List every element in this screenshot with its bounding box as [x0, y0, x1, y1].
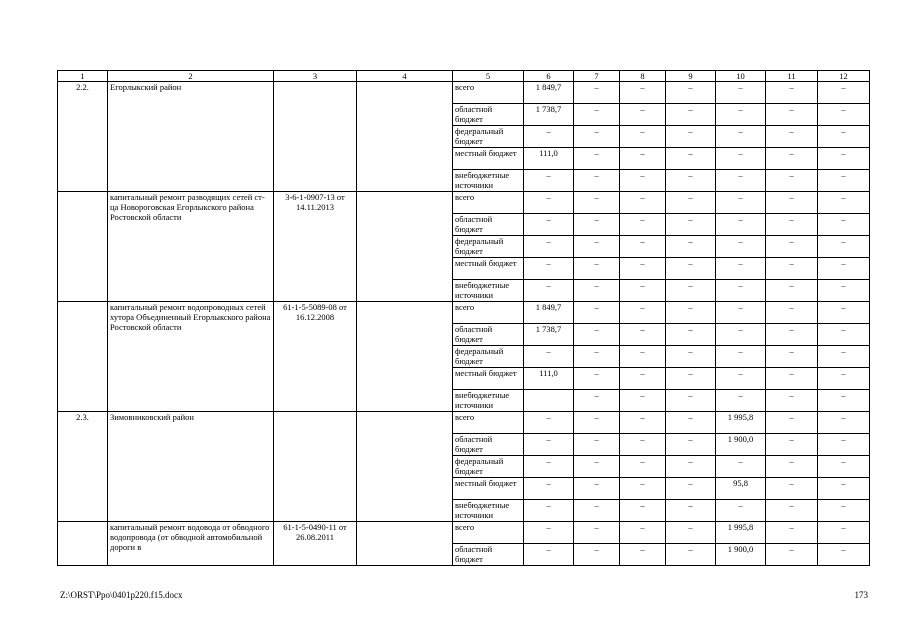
document-code-cell	[274, 412, 357, 522]
value-cell: –	[666, 82, 716, 104]
value-cell: –	[818, 214, 870, 236]
value-cell: 1 849,7	[524, 302, 574, 324]
value-cell: –	[716, 500, 766, 522]
footer-page-number: 173	[854, 590, 868, 600]
value-cell: –	[716, 258, 766, 280]
value-cell: –	[524, 214, 574, 236]
value-cell: –	[666, 214, 716, 236]
value-cell: –	[716, 346, 766, 368]
value-cell: –	[574, 82, 620, 104]
value-cell: –	[620, 82, 666, 104]
value-cell: –	[818, 82, 870, 104]
value-cell: –	[666, 148, 716, 170]
value-cell: –	[524, 170, 574, 192]
value-cell: –	[818, 412, 870, 434]
funding-source-cell: областной бюджет	[453, 324, 524, 346]
funding-source-cell: местный бюджет	[453, 148, 524, 170]
value-cell: –	[766, 236, 818, 258]
value-cell: –	[666, 280, 716, 302]
value-cell: –	[818, 280, 870, 302]
value-cell: –	[620, 478, 666, 500]
value-cell	[524, 390, 574, 412]
header-cell: 1	[58, 71, 108, 82]
document-code-cell: 61-1-5-0490-11 от 26.08.2011	[274, 522, 357, 566]
document-code-cell	[274, 82, 357, 192]
value-cell: –	[620, 434, 666, 456]
header-cell: 5	[453, 71, 524, 82]
value-cell: –	[620, 104, 666, 126]
column4-cell	[357, 192, 453, 302]
header-cell: 7	[574, 71, 620, 82]
table-row	[58, 522, 870, 544]
value-cell: –	[818, 302, 870, 324]
value-cell: –	[716, 280, 766, 302]
value-cell: –	[666, 368, 716, 390]
value-cell: –	[818, 478, 870, 500]
document-code-cell: 61-1-5-5089-08 от 16.12.2008	[274, 302, 357, 412]
row-number-cell	[58, 522, 108, 566]
value-cell: 1 995,8	[716, 412, 766, 434]
value-cell: 1 738,7	[524, 104, 574, 126]
value-cell: –	[666, 478, 716, 500]
value-cell: –	[766, 390, 818, 412]
value-cell: –	[766, 368, 818, 390]
value-cell: –	[766, 346, 818, 368]
table-row	[58, 302, 870, 324]
funding-source-cell: местный бюджет	[453, 368, 524, 390]
value-cell: –	[818, 258, 870, 280]
value-cell: –	[716, 302, 766, 324]
value-cell: –	[524, 346, 574, 368]
object-name-cell: капитальный ремонт разводящих сетей ст-ца Новороговская Егорлыкского района Ростовской области	[108, 192, 274, 302]
value-cell: –	[620, 236, 666, 258]
funding-source-cell: внебюджетные источники	[453, 390, 524, 412]
value-cell: –	[766, 214, 818, 236]
value-cell: –	[766, 500, 818, 522]
value-cell: –	[574, 104, 620, 126]
row-number-cell	[58, 192, 108, 302]
value-cell: –	[766, 170, 818, 192]
value-cell: –	[716, 456, 766, 478]
value-cell: –	[766, 192, 818, 214]
header-cell: 6	[524, 71, 574, 82]
header-cell: 4	[357, 71, 453, 82]
value-cell: –	[574, 302, 620, 324]
value-cell: –	[716, 236, 766, 258]
header-cell: 2	[108, 71, 274, 82]
value-cell: –	[666, 104, 716, 126]
footer-file-path: Z:\ORST\Ppo\0401p220.f15.docx	[60, 590, 183, 600]
value-cell: –	[666, 390, 716, 412]
value-cell: –	[574, 236, 620, 258]
value-cell: –	[666, 434, 716, 456]
value-cell: –	[666, 456, 716, 478]
value-cell: –	[666, 500, 716, 522]
value-cell: –	[620, 456, 666, 478]
value-cell: –	[766, 522, 818, 544]
value-cell: –	[766, 456, 818, 478]
value-cell: –	[818, 236, 870, 258]
value-cell: –	[766, 148, 818, 170]
value-cell: –	[524, 126, 574, 148]
value-cell: –	[574, 280, 620, 302]
header-cell: 10	[716, 71, 766, 82]
value-cell: –	[620, 302, 666, 324]
value-cell: –	[620, 170, 666, 192]
value-cell: –	[620, 258, 666, 280]
header-cell: 9	[666, 71, 716, 82]
value-cell: –	[818, 390, 870, 412]
value-cell: –	[620, 346, 666, 368]
value-cell: –	[818, 544, 870, 566]
value-cell: –	[716, 390, 766, 412]
value-cell: –	[574, 412, 620, 434]
object-name-cell: капитальный ремонт водопроводных сетей хутора Объединенный Егорлыкского района Ростовской области	[108, 302, 274, 412]
value-cell: –	[766, 324, 818, 346]
funding-source-cell: всего	[453, 192, 524, 214]
value-cell: –	[766, 280, 818, 302]
value-cell: –	[666, 236, 716, 258]
value-cell: –	[818, 522, 870, 544]
value-cell: –	[766, 478, 818, 500]
value-cell: –	[666, 324, 716, 346]
value-cell: 95,8	[716, 478, 766, 500]
value-cell: –	[666, 192, 716, 214]
value-cell: –	[818, 170, 870, 192]
row-number-cell	[58, 302, 108, 412]
value-cell: –	[524, 236, 574, 258]
value-cell: –	[716, 192, 766, 214]
value-cell: –	[766, 434, 818, 456]
funding-source-cell: местный бюджет	[453, 478, 524, 500]
value-cell: –	[574, 434, 620, 456]
funding-source-cell: федеральный бюджет	[453, 126, 524, 148]
value-cell: –	[716, 82, 766, 104]
funding-source-cell: всего	[453, 522, 524, 544]
header-cell: 8	[620, 71, 666, 82]
document-code-cell: 3-6-1-0907-13 от 14.11.2013	[274, 192, 357, 302]
funding-source-cell: внебюджетные источники	[453, 500, 524, 522]
value-cell: –	[716, 170, 766, 192]
funding-source-cell: всего	[453, 82, 524, 104]
value-cell: –	[818, 324, 870, 346]
value-cell: –	[716, 368, 766, 390]
value-cell: –	[574, 192, 620, 214]
value-cell: –	[666, 258, 716, 280]
funding-source-cell: областной бюджет	[453, 214, 524, 236]
funding-source-cell: всего	[453, 302, 524, 324]
value-cell: –	[574, 522, 620, 544]
value-cell: –	[666, 544, 716, 566]
value-cell: –	[666, 302, 716, 324]
value-cell: –	[620, 544, 666, 566]
value-cell: –	[620, 126, 666, 148]
value-cell: –	[524, 478, 574, 500]
funding-source-cell: федеральный бюджет	[453, 236, 524, 258]
value-cell: –	[818, 456, 870, 478]
value-cell: –	[716, 126, 766, 148]
value-cell: –	[524, 544, 574, 566]
budget-table	[57, 70, 870, 566]
value-cell: –	[818, 192, 870, 214]
value-cell: –	[716, 104, 766, 126]
value-cell: –	[620, 368, 666, 390]
funding-source-cell: местный бюджет	[453, 258, 524, 280]
value-cell: –	[818, 104, 870, 126]
value-cell: –	[666, 126, 716, 148]
value-cell: –	[818, 368, 870, 390]
value-cell: –	[524, 500, 574, 522]
funding-source-cell: федеральный бюджет	[453, 346, 524, 368]
value-cell: –	[620, 324, 666, 346]
value-cell: –	[716, 324, 766, 346]
value-cell: –	[716, 214, 766, 236]
value-cell: –	[620, 192, 666, 214]
value-cell: –	[766, 258, 818, 280]
value-cell: –	[766, 412, 818, 434]
value-cell: –	[524, 192, 574, 214]
value-cell: –	[620, 412, 666, 434]
funding-source-cell: федеральный бюджет	[453, 456, 524, 478]
header-cell: 3	[274, 71, 357, 82]
column4-cell	[357, 412, 453, 522]
value-cell: –	[620, 214, 666, 236]
value-cell: –	[666, 346, 716, 368]
object-name-cell: Зимовниковский район	[108, 412, 274, 522]
value-cell: 1 900,0	[716, 544, 766, 566]
column4-cell	[357, 522, 453, 566]
column4-cell	[357, 302, 453, 412]
value-cell: –	[766, 126, 818, 148]
row-number-cell: 2.2.	[58, 82, 108, 192]
value-cell: –	[620, 500, 666, 522]
value-cell: 1 849,7	[524, 82, 574, 104]
value-cell: –	[620, 148, 666, 170]
value-cell: –	[574, 368, 620, 390]
funding-source-cell: областной бюджет	[453, 434, 524, 456]
value-cell: –	[716, 148, 766, 170]
table-row	[58, 192, 870, 214]
funding-source-cell: областной бюджет	[453, 544, 524, 566]
value-cell: –	[620, 522, 666, 544]
value-cell: –	[574, 390, 620, 412]
value-cell: –	[524, 258, 574, 280]
value-cell: –	[766, 104, 818, 126]
value-cell: –	[818, 148, 870, 170]
value-cell: –	[818, 434, 870, 456]
value-cell: –	[818, 500, 870, 522]
value-cell: –	[524, 412, 574, 434]
value-cell: –	[574, 500, 620, 522]
value-cell: –	[574, 126, 620, 148]
object-name-cell: Егорлыкский район	[108, 82, 274, 192]
funding-source-cell: всего	[453, 412, 524, 434]
column4-cell	[357, 82, 453, 192]
table-row	[58, 412, 870, 434]
value-cell: 1 900,0	[716, 434, 766, 456]
value-cell: –	[574, 478, 620, 500]
row-number-cell: 2.3.	[58, 412, 108, 522]
value-cell: –	[620, 280, 666, 302]
value-cell: 1 995,8	[716, 522, 766, 544]
value-cell: –	[574, 346, 620, 368]
value-cell: 111,0	[524, 368, 574, 390]
header-cell: 11	[766, 71, 818, 82]
funding-source-cell: областной бюджет	[453, 104, 524, 126]
header-row	[58, 71, 870, 82]
value-cell: –	[620, 390, 666, 412]
value-cell: –	[574, 456, 620, 478]
value-cell: –	[818, 346, 870, 368]
value-cell: –	[524, 280, 574, 302]
value-cell: –	[666, 412, 716, 434]
value-cell: –	[574, 324, 620, 346]
value-cell: –	[524, 522, 574, 544]
value-cell: –	[574, 214, 620, 236]
value-cell: –	[818, 126, 870, 148]
value-cell: –	[524, 434, 574, 456]
object-name-cell: капитальный ремонт водовода от обводного водопровода (от обводной автомобильной дороги в	[108, 522, 274, 566]
value-cell: 1 738,7	[524, 324, 574, 346]
value-cell: –	[574, 544, 620, 566]
table-row	[58, 82, 870, 104]
value-cell: –	[666, 170, 716, 192]
value-cell: –	[524, 456, 574, 478]
value-cell: 111,0	[524, 148, 574, 170]
value-cell: –	[666, 522, 716, 544]
value-cell: –	[766, 302, 818, 324]
value-cell: –	[574, 258, 620, 280]
funding-source-cell: внебюджетные источники	[453, 170, 524, 192]
value-cell: –	[766, 82, 818, 104]
value-cell: –	[766, 544, 818, 566]
header-cell: 12	[818, 71, 870, 82]
value-cell: –	[574, 170, 620, 192]
funding-source-cell: внебюджетные источники	[453, 280, 524, 302]
value-cell: –	[574, 148, 620, 170]
